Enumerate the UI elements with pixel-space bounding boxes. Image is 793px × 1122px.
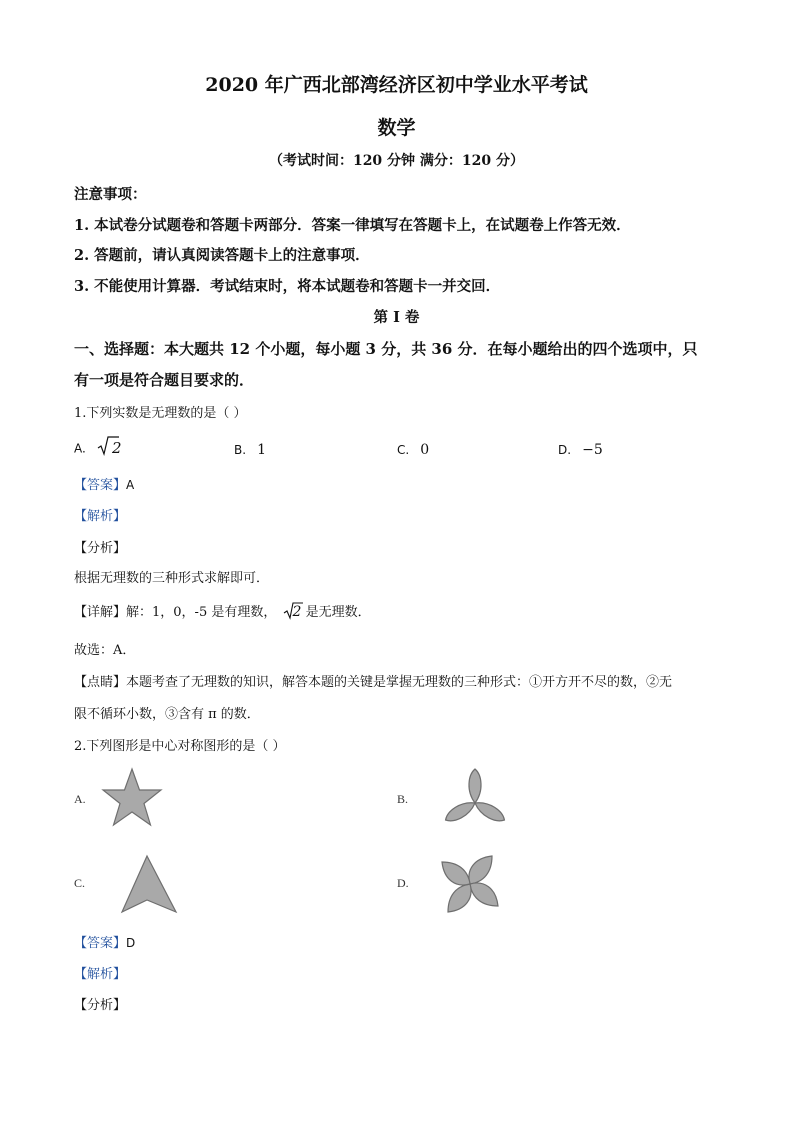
section1-line2: 有一项是符合题目要求的． — [74, 371, 255, 389]
q1-dianjing-tag: 【点睛】 — [74, 675, 127, 690]
q1-answer-row — [74, 474, 134, 493]
q1-option-c — [397, 439, 429, 458]
q1-fenxi-text: 根据无理数的三种形式求解即可． — [74, 571, 270, 586]
q1-detail-sqrt-value: 2 — [292, 604, 302, 620]
notice-item-3: 3. 不能使用计算器．考试结束时，将本试题卷和答题卡一并交回． — [74, 278, 501, 295]
q1-dianjing-line2: 限不循环小数，③含有 π 的数． — [74, 707, 260, 722]
q1-detail-text-a: 解：1，0，-5 是有理数， — [126, 605, 277, 620]
q1-dianjing-line1 — [74, 671, 672, 690]
q1-option-c-label: C. — [397, 443, 410, 457]
section1-line1: 一、选择题：本大题共 12 个小题，每小题 3 分，共 36 分．在每小题给出的四个选项中，只 — [74, 340, 698, 358]
q2-option-d-label: D. — [397, 876, 409, 890]
q2-option-a-label: A. — [74, 792, 86, 806]
notice-heading: 注意事项： — [74, 186, 147, 203]
q1-option-a-label: A. — [74, 441, 86, 456]
star-icon — [101, 767, 163, 833]
q2-option-b-label: B. — [397, 792, 409, 806]
q1-detail-row — [74, 601, 371, 624]
q1-fenxi-tag: 【分析】 — [74, 541, 127, 556]
volume-heading: 第 I 卷 — [373, 309, 420, 326]
subject-title: 数学 — [377, 117, 416, 139]
q1-choose: 故选：A． — [74, 643, 136, 658]
arrowhead-icon — [120, 854, 182, 920]
q1-option-a-value: 2 — [112, 438, 122, 457]
q1-option-b — [234, 439, 266, 458]
q1-option-b-value: 1 — [257, 442, 267, 458]
q1-jiexi-tag: 【解析】 — [74, 509, 127, 524]
q1-answer-value: A — [126, 478, 135, 492]
q1-option-d-value: −5 — [582, 442, 603, 458]
four-petal-icon — [438, 852, 502, 920]
q2-option-c-label: C. — [74, 876, 86, 890]
q2-stem: 2.下列图形是中心对称图形的是（ ） — [74, 739, 286, 754]
exam-info: （考试时间：120 分钟 满分：120 分） — [268, 153, 525, 169]
q2-answer-row — [74, 932, 135, 951]
q2-jiexi-tag: 【解析】 — [74, 967, 127, 982]
notice-item-1: 1. 本试卷分试题卷和答题卡两部分．答案一律填写在答题卡上，在试题卷上作答无效． — [74, 217, 631, 234]
exam-title: 2020 年广西北部湾经济区初中学业水平考试 — [205, 74, 588, 96]
q2-answer-tag: 【答案】 — [74, 936, 127, 951]
three-petal-icon — [441, 767, 509, 833]
q2-fenxi-tag: 【分析】 — [74, 998, 127, 1013]
notice-item-2: 2. 答题前，请认真阅读答题卡上的注意事项． — [74, 247, 370, 264]
q1-option-d-label: D. — [558, 443, 572, 457]
q1-answer-tag: 【答案】 — [74, 478, 127, 493]
q1-option-b-label: B. — [234, 443, 247, 457]
q1-option-c-value: 0 — [420, 442, 430, 458]
q1-stem: 1.下列实数是无理数的是（ ） — [74, 406, 247, 421]
q1-option-a — [74, 436, 122, 460]
q1-detail-tag: 【详解】 — [74, 605, 127, 620]
q1-option-d — [558, 439, 603, 458]
q1-dianjing-text: 本题考查了无理数的知识，解答本题的关键是掌握无理数的三种形式：①开方开不尽的数，②无 — [126, 675, 673, 690]
q1-detail-text-b: 是无理数． — [305, 605, 371, 620]
q2-answer-value: D — [126, 936, 136, 950]
